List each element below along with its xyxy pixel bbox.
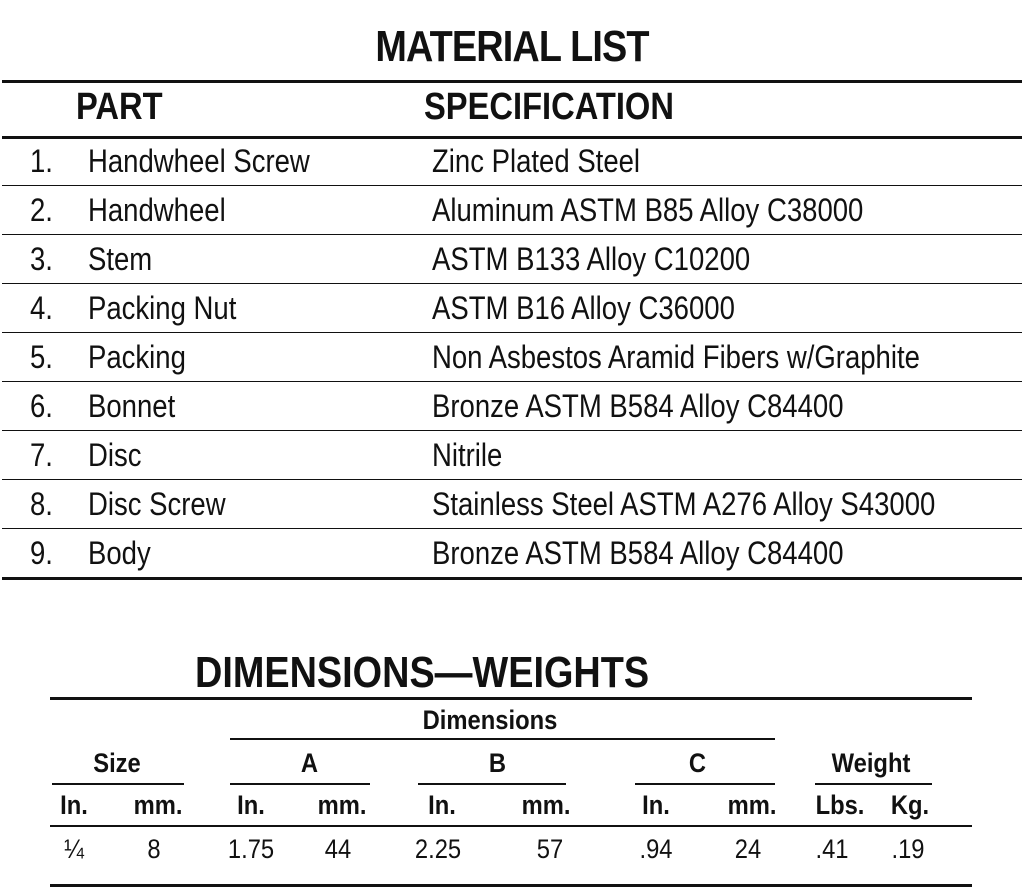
unit-header: In. — [60, 790, 88, 820]
unit-header: In. — [428, 790, 456, 820]
part-name: Handwheel Screw — [88, 143, 310, 179]
size-group-header: Size — [93, 748, 141, 778]
part-specification: Stainless Steel ASTM A276 Alloy S43000 — [432, 486, 936, 522]
part-specification: Aluminum ASTM B85 Alloy C38000 — [432, 192, 864, 228]
c-group-header: C — [688, 748, 707, 778]
row-number: 2. — [30, 192, 53, 228]
unit-header: Kg. — [890, 790, 930, 820]
size-underline — [52, 783, 184, 785]
row-divider — [2, 479, 1022, 480]
a-group-header: A — [300, 748, 319, 778]
part-name: Stem — [88, 241, 153, 277]
row-divider — [2, 234, 1022, 235]
title-rule — [2, 80, 1022, 83]
row-number: 8. — [30, 486, 53, 522]
weight-group-header: Weight — [831, 748, 911, 778]
row-number: 7. — [30, 437, 53, 473]
part-specification: Nitrile — [432, 437, 503, 473]
row-number: 9. — [30, 535, 53, 571]
part-name: Bonnet — [88, 388, 176, 424]
units-rule — [50, 825, 972, 827]
row-number: 4. — [30, 290, 53, 326]
c-underline — [635, 783, 775, 785]
b-underline — [418, 783, 566, 785]
unit-header: mm. — [727, 790, 777, 820]
specification-column-header: SPECIFICATION — [424, 86, 674, 128]
row-number: 3. — [30, 241, 53, 277]
unit-header: In. — [237, 790, 265, 820]
part-name: Handwheel — [88, 192, 226, 228]
row-number: 1. — [30, 143, 53, 179]
part-specification: Non Asbestos Aramid Fibers w/Graphite — [432, 339, 920, 375]
size-mm-value: 8 — [147, 834, 161, 864]
row-divider — [2, 185, 1022, 186]
unit-header: mm. — [133, 790, 183, 820]
b-group-header: B — [488, 748, 507, 778]
a-underline — [230, 783, 370, 785]
part-specification: ASTM B16 Alloy C36000 — [432, 290, 735, 326]
row-divider — [2, 332, 1022, 333]
part-name: Disc — [88, 437, 142, 473]
row-divider — [2, 528, 1022, 529]
part-specification: Bronze ASTM B584 Alloy C84400 — [432, 535, 844, 571]
c-mm-value: 24 — [734, 834, 762, 864]
part-name: Disc Screw — [88, 486, 226, 522]
unit-header: mm. — [521, 790, 571, 820]
dimensions-group-header: Dimensions — [422, 705, 558, 735]
part-name: Packing — [88, 339, 186, 375]
b-mm-value: 57 — [536, 834, 564, 864]
weight-underline — [815, 783, 932, 785]
b-in-value: 2.25 — [414, 834, 462, 864]
a-in-value: 1.75 — [227, 834, 275, 864]
part-specification: Bronze ASTM B584 Alloy C84400 — [432, 388, 844, 424]
part-column-header: PART — [76, 86, 163, 128]
unit-header: In. — [642, 790, 670, 820]
weight-kg-value: .19 — [891, 834, 925, 864]
row-number: 5. — [30, 339, 53, 375]
row-number: 6. — [30, 388, 53, 424]
dimensions-group-underline — [230, 738, 775, 740]
a-mm-value: 44 — [324, 834, 352, 864]
dimensions-bottom-rule — [50, 884, 972, 887]
material-list-title: MATERIAL LIST — [375, 22, 649, 71]
size-in-value: ¼ — [64, 834, 84, 864]
part-name: Body — [88, 535, 151, 571]
row-divider — [2, 381, 1022, 382]
c-in-value: .94 — [639, 834, 673, 864]
header-rule — [2, 136, 1022, 139]
part-specification: ASTM B133 Alloy C10200 — [432, 241, 751, 277]
row-divider — [2, 283, 1022, 284]
unit-header: Lbs. — [815, 790, 865, 820]
table-bottom-rule — [2, 577, 1022, 580]
dimensions-weights-title: DIMENSIONS—WEIGHTS — [195, 648, 650, 697]
part-specification: Zinc Plated Steel — [432, 143, 641, 179]
dimensions-title-rule — [50, 697, 972, 700]
unit-header: mm. — [317, 790, 367, 820]
row-divider — [2, 430, 1022, 431]
weight-lbs-value: .41 — [815, 834, 849, 864]
part-name: Packing Nut — [88, 290, 237, 326]
